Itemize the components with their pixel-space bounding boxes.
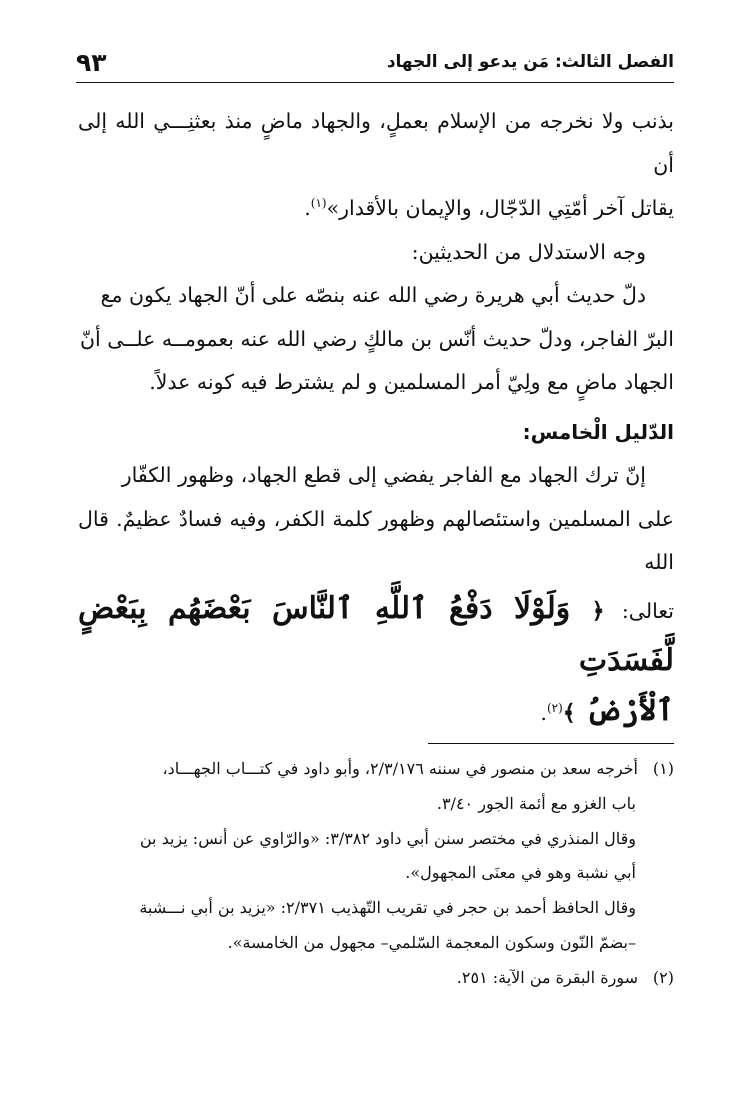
quran-verse-text: وَلَوْلَا دَفْعُ ٱللَّهِ ٱلنَّاسَ بَعْضَهُم بِبَعْضٍ لَّفَسَدَتِ — [78, 590, 674, 678]
footnote-ref-1[interactable]: (١) — [310, 196, 327, 211]
main-text — [78, 100, 674, 736]
paragraph-inference — [78, 274, 674, 405]
header-divider — [76, 82, 674, 83]
page-header — [76, 44, 674, 80]
footnote-2 — [78, 961, 674, 996]
quran-intro: تعالى: — [604, 598, 674, 623]
footnote-divider — [428, 743, 674, 744]
footnote-ref-2[interactable]: (٢) — [546, 700, 563, 715]
paragraph-hadith-ending — [78, 100, 674, 231]
footnote-1 — [78, 752, 674, 787]
quran-verse-line — [78, 585, 674, 689]
quran-open-bracket: ﴿ — [591, 597, 605, 624]
footnote-line: أخرجه سعد بن منصور في سننه ٢/٣/١٧٦، وأبو داود في كتـــاب الجهـــاد، — [162, 759, 638, 778]
text-line: دلّ حديث أبي هريرة رضي الله عنه بنصّه على أنّ الجهاد يكون مع — [100, 283, 646, 307]
text-line: على المسلمين واستئصالهم وظهور كلمة الكفر، وفيه فسادٌ عظيمٌ. قال الله — [78, 506, 674, 574]
footnote-1-cont: باب الغزو مع أئمة الجور ٣/٤٠. — [436, 793, 636, 813]
footnotes — [78, 752, 674, 996]
footnote-marker: (٢) — [652, 967, 674, 987]
section-title-fifth-evidence: الدّليل الْخامس: — [522, 419, 674, 444]
footnote-1-cont: أبي نشبة وهو في معنَى المجهول». — [405, 863, 636, 883]
subheading-inference: وجه الاستدلال من الحديثين: — [411, 239, 646, 264]
text-line: بذنب ولا نخرجه من الإسلام بعملٍ، والجهاد ماضٍ منذ بعثنِـــي الله إلى أن — [78, 109, 674, 177]
footnote-marker: (١) — [652, 759, 674, 778]
footnote-1-cont: –بضمّ النّون وسكون المعجمة السّلمي– مجهول من الخامسة». — [227, 932, 636, 952]
quran-verse-line-2 — [78, 689, 674, 736]
quran-close-bracket: ﴾ — [562, 699, 576, 726]
footnote-line: سورة البقرة من الآية: ٢٥١. — [456, 967, 638, 987]
text-line: إنّ ترك الجهاد مع الفاجر يفضي إلى قطع الجهاد، وظهور الكفّار — [121, 463, 646, 487]
text-line: يقاتل آخر أمّتِي الدّجّال، والإيمان بالأقدار» — [326, 196, 674, 220]
page-number: ٩٣ — [76, 47, 107, 77]
footnote-1-cont: وقال المنذري في مختصر سنن أبي داود ٣/٣٨٢: «والرّاوي عن أنس: يزيد بن — [139, 828, 636, 848]
quran-verse-text-2: ٱلْأَرْضُ — [575, 692, 674, 728]
running-title: الفصل الثالث: مَن يدعو إلى الجهاد — [386, 52, 674, 72]
text-line: الجهاد ماضٍ مع ولِيّ أمر المسلمين و لم يشترط فيه كونه عدلاً. — [149, 370, 674, 394]
period: . — [304, 196, 311, 220]
paragraph-fifth-evidence — [78, 454, 674, 585]
text-line: البرّ الفاجر، ودلّ حديث أنّس بن مالكٍ رضي الله عنه بعمومــه علــى أنّ — [80, 326, 674, 351]
period: . — [540, 700, 547, 725]
footnote-1-cont: وقال الحافظ أحمد بن حجر في تقريب التّهذيب ٢/٣٧١: «يزيد بن أبي نـــشبة — [139, 898, 636, 918]
